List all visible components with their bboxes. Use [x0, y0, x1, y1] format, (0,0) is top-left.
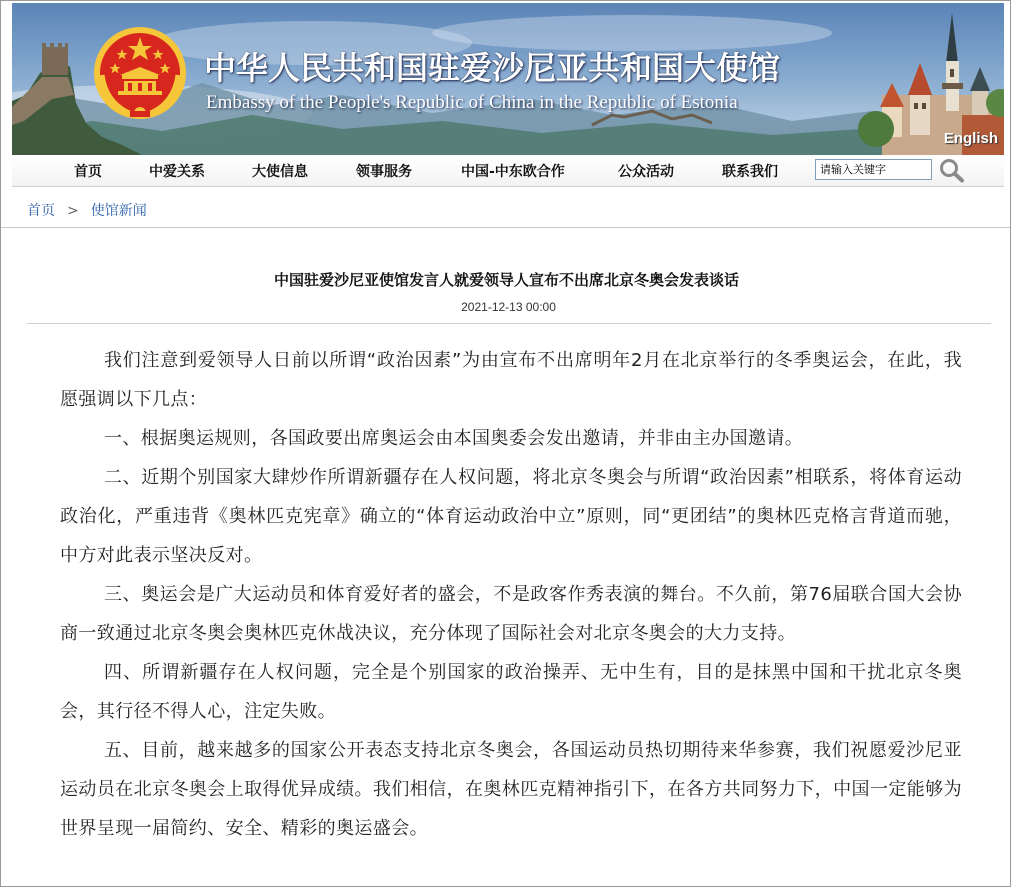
article-body — [60, 341, 962, 848]
breadcrumb-home-link[interactable]: 首页 — [27, 203, 55, 219]
nav-item-public-activities[interactable]: 公众活动 — [618, 164, 674, 180]
english-version-link[interactable]: English — [943, 130, 998, 147]
nav-item-contact-us[interactable]: 联系我们 — [722, 164, 778, 180]
article-title: 中国驻爱沙尼亚使馆发言人就爱领导人宣布不出席北京冬奥会发表谈话 — [273, 271, 739, 289]
article-divider — [27, 323, 991, 324]
nav-item-ambassador-info[interactable]: 大使信息 — [252, 164, 308, 180]
site-title-chinese: 中华人民共和国驻爱沙尼亚共和国大使馆 — [204, 49, 781, 87]
nav-item-home[interactable]: 首页 — [74, 164, 102, 180]
breadcrumb-separator: > — [67, 203, 79, 219]
nav-item-china-ceec-cooperation[interactable]: 中国-中东欧合作 — [461, 164, 565, 180]
search-input[interactable] — [815, 159, 932, 180]
article-paragraph: 四、所谓新疆存在人权问题，完全是个别国家的政治操弄、无中生有，目的是抹黑中国和干扰北京冬奥会，其行径不得人心，注定失败。 — [60, 662, 962, 722]
breadcrumb-current-link[interactable]: 使馆新闻 — [90, 203, 147, 219]
breadcrumb — [27, 200, 147, 220]
nav-item-consular-services[interactable]: 领事服务 — [356, 164, 412, 180]
article-paragraph: 我们注意到爱领导人日前以所谓“政治因素”为由宣布不出席明年2月在北京举行的冬季奥运会，在此，我愿强调以下几点： — [60, 350, 962, 410]
national-emblem-icon — [92, 25, 188, 121]
article-paragraph: 五、目前，越来越多的国家公开表态支持北京冬奥会，各国运动员热切期待来华参赛，我们祝愿爱沙尼亚运动员在北京冬奥会上取得优异成绩。我们相信，在奥林匹克精神指引下，在各方共同努力下，中国一定能够为世界呈现一届简约、安全、精彩的奥运盛会。 — [60, 740, 962, 839]
article-paragraph: 三、奥运会是广大运动员和体育爱好者的盛会，不是政客作秀表演的舞台。不久前，第76届联合国大会协商一致通过北京冬奥会奥林匹克休战决议，充分体现了国际社会对北京冬奥会的大力支持。 — [60, 584, 962, 644]
search-icon[interactable] — [938, 157, 966, 183]
header-banner — [12, 3, 1004, 155]
article-date: 2021-12-13 00:00 — [461, 300, 556, 314]
nav-item-china-estonia-relations[interactable]: 中爱关系 — [149, 164, 205, 180]
breadcrumb-divider — [1, 227, 1010, 228]
article-paragraph: 一、根据奥运规则，各国政要出席奥运会由本国奥委会发出邀请，并非由主办国邀请。 — [104, 428, 804, 449]
main-nav — [12, 155, 1004, 187]
article-paragraph: 二、近期个别国家大肆炒作所谓新疆存在人权问题，将北京冬奥会与所谓“政治因素”相联系，将体育运动政治化，严重违背《奥林匹克宪章》确立的“体育运动政治中立”原则，同“更团结”的奥林匹克格言背道而驰，中方对此表示坚决反对。 — [60, 467, 962, 566]
site-title-english: Embassy of the People's Republic of China in the Republic of Estonia — [206, 92, 738, 113]
